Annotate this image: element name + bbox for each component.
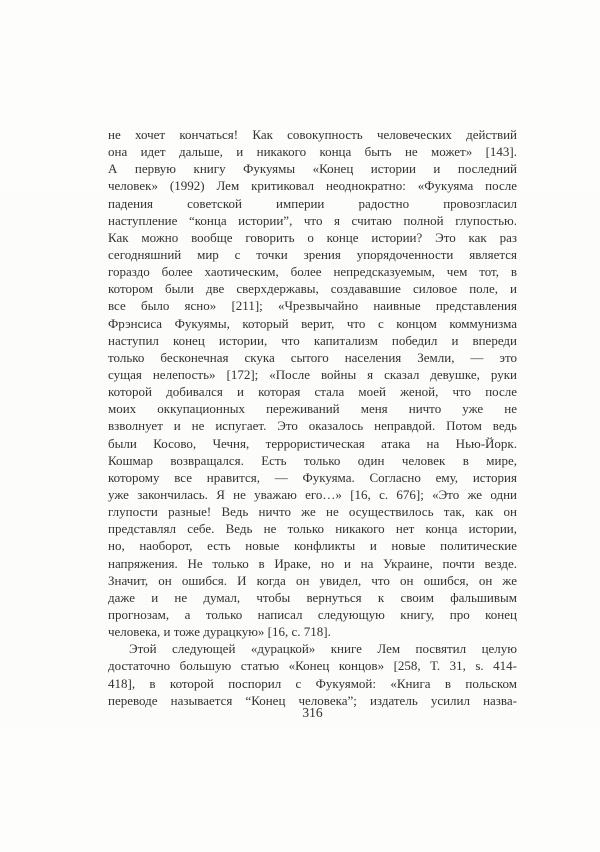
text-line: падения советской империи радостно провозгласил <box>108 195 517 211</box>
text-line: представлял себе. Ведь не только никакого нет конца истории, <box>108 521 517 537</box>
text-line: сущая нелепость» [172]; «После войны я сказал девушке, руки <box>108 366 517 382</box>
text-line: Как можно вообще говорить о конце истории? Это как раз <box>108 229 517 245</box>
text-line: гораздо более хаотическим, более непредсказуемым, чем тот, в <box>108 264 517 280</box>
text-line: А первую книгу Фукуямы «Конец истории и последний <box>108 161 517 177</box>
text-line: достаточно большую статью «Конец концов» [258, Т. 31, s. 414- <box>108 658 517 674</box>
text-line: котором были две сверхдержавы, создававшие силовое поле, и <box>108 281 517 297</box>
text-line: 418], в которой поспорил с Фукуямой: «Книга в польском <box>108 675 517 691</box>
text-line: сегодняшний мир с точки зрения упорядоченности является <box>108 246 517 262</box>
text-line: прогнозам, а только написал следующую книгу, про конец <box>108 606 517 622</box>
text-line: даже и не думал, чтобы вернуться к своим фальшивым <box>108 589 517 605</box>
text-line: Кошмар возвращался. Есть только один человек в мире, <box>108 452 517 468</box>
text-line: которой добивался и которая стала моей женой, что после <box>108 384 517 400</box>
text-line: наступил конец истории, что капитализм победил и впереди <box>108 332 517 348</box>
body-text <box>108 126 517 709</box>
text-line: Этой следующей «дурацкой» книге Лем посвятил целую <box>129 641 517 657</box>
text-line: наступление “конца истории”, что я считаю полной глупостью. <box>108 212 517 228</box>
page-number: 316 <box>302 705 323 720</box>
text-line: Значит, он ошибся. И когда он увидел, что он ошибся, он же <box>108 572 517 588</box>
text-line: но, наоборот, есть новые конфликты и новые политические <box>108 538 517 554</box>
text-line: переводе называется “Конец человека”; издатель усилил назва- <box>108 692 517 708</box>
text-line: человека, и тоже дурацкую» [16, с. 718]. <box>108 624 331 640</box>
text-line: взволнует и не испугает. Это оказалось неправдой. Потом ведь <box>108 418 517 434</box>
text-line: моих оккупационных переживаний меня ничто уже не <box>108 401 517 417</box>
text-line: напряжения. Не только в Ираке, но и на Украине, почти везде. <box>108 555 517 571</box>
text-line: все было ясно» [211]; «Чрезвычайно наивные представления <box>108 298 517 314</box>
text-line: уже закончилась. Я не уважаю его…» [16, с. 676]; «Это же одни <box>108 486 517 502</box>
text-line: глупости разные! Ведь ничто же не осуществилось так, как он <box>108 504 517 520</box>
text-line: были Косово, Чечня, террористическая атака на Нью-Йорк. <box>108 435 517 451</box>
text-line: она идет дальше, и никакого конца быть не может» [143]. <box>108 144 517 160</box>
text-line: Фрэнсиса Фукуямы, который верит, что с концом коммунизма <box>108 315 517 331</box>
text-line: только бесконечная скука сытого населения Земли, — это <box>108 349 517 365</box>
text-line: которому все нравится, — Фукуяма. Согласно ему, история <box>108 469 517 485</box>
text-line: человек» (1992) Лем критиковал неоднократно: «Фукуяма после <box>108 178 517 194</box>
text-line: не хочет кончаться! Как совокупность человеческих действий <box>108 127 517 142</box>
